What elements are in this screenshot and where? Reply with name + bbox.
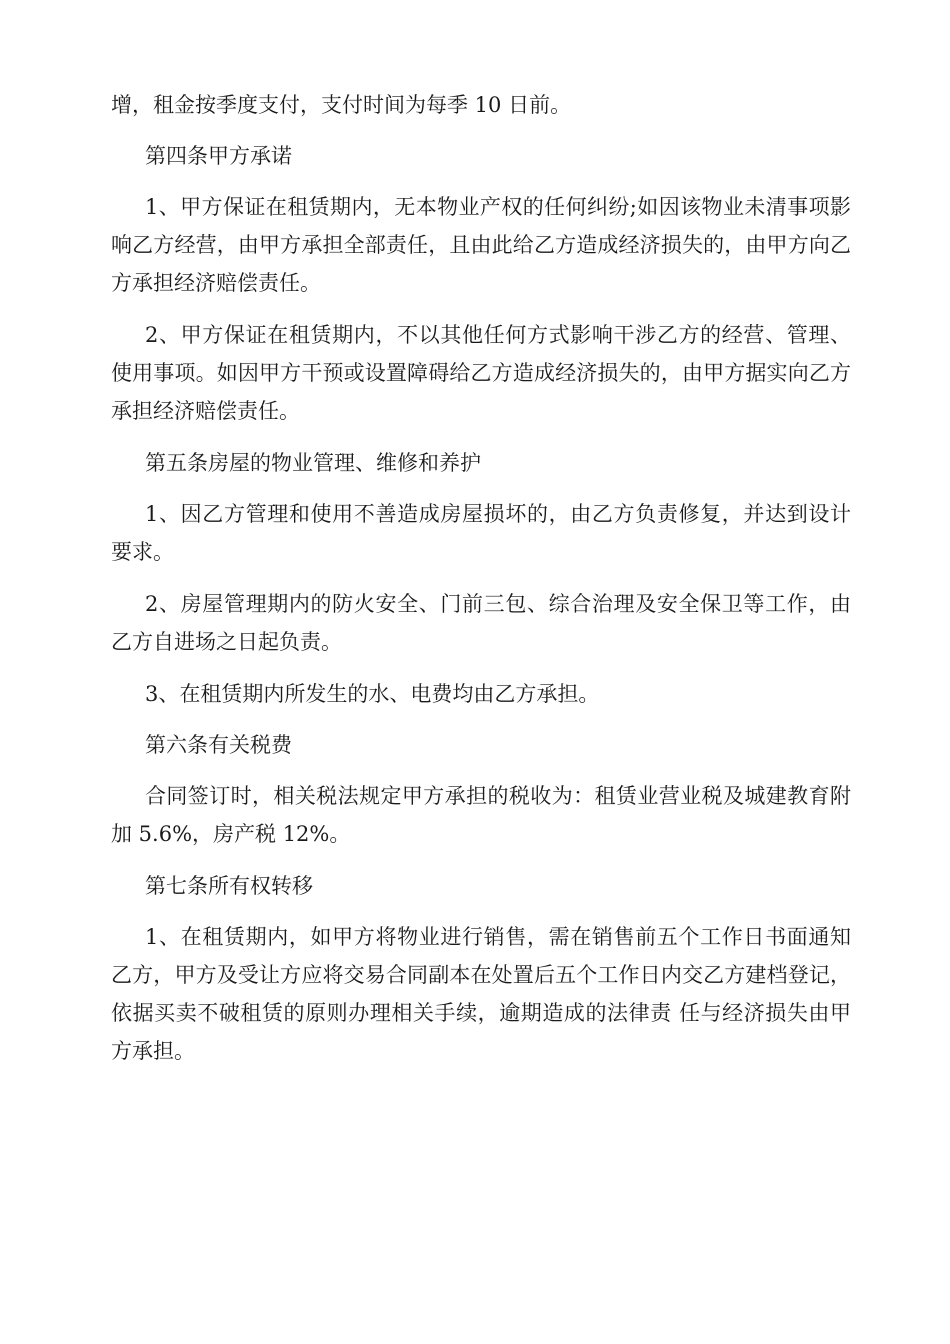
article-4-item-1: 1、甲方保证在租赁期内，无本物业产权的任何纠纷;如因该物业未清事项影响乙方经营，由甲方承担全部责任，且由此给乙方造成经济损失的，由甲方向乙方承担经济赔偿责任。 xyxy=(111,195,851,295)
article-6-heading: 第六条有关税费 xyxy=(145,733,292,757)
article-5-item-3: 3、在租赁期内所发生的水、电费均由乙方承担。 xyxy=(145,682,600,706)
article-5-heading: 第五条房屋的物业管理、维修和养护 xyxy=(145,451,481,475)
article-7-item-1: 1、在租赁期内，如甲方将物业进行销售，需在销售前五个工作日书面通知乙方，甲方及受让方应将交易合同副本在处置后五个工作日内交乙方建档登记，依据买卖不破租赁的原则办理相关手续，逾期造成的法律责 任与经济损失由甲方承担。 xyxy=(111,925,851,1063)
article-5-item-2: 2、房屋管理期内的防火安全、门前三包、综合治理及安全保卫等工作，由乙方自进场之日起负责。 xyxy=(111,592,851,654)
article-4-heading: 第四条甲方承诺 xyxy=(145,144,292,168)
article-5-item-1: 1、因乙方管理和使用不善造成房屋损坏的，由乙方负责修复，并达到设计要求。 xyxy=(111,502,851,564)
document-body xyxy=(111,86,851,1070)
article-4-item-2: 2、甲方保证在租赁期内，不以其他任何方式影响干涉乙方的经营、管理、使用事项。如因甲方干预或设置障碍给乙方造成经济损失的，由甲方据实向乙方承担经济赔偿责任。 xyxy=(111,323,851,423)
article-7-heading: 第七条所有权转移 xyxy=(145,874,313,898)
article-6-item-1: 合同签订时，相关税法规定甲方承担的税收为：租赁业营业税及城建教育附加 5.6%，房产税 12%。 xyxy=(111,784,851,846)
continuation-paragraph: 增，租金按季度支付，支付时间为每季 10 日前。 xyxy=(111,93,572,117)
